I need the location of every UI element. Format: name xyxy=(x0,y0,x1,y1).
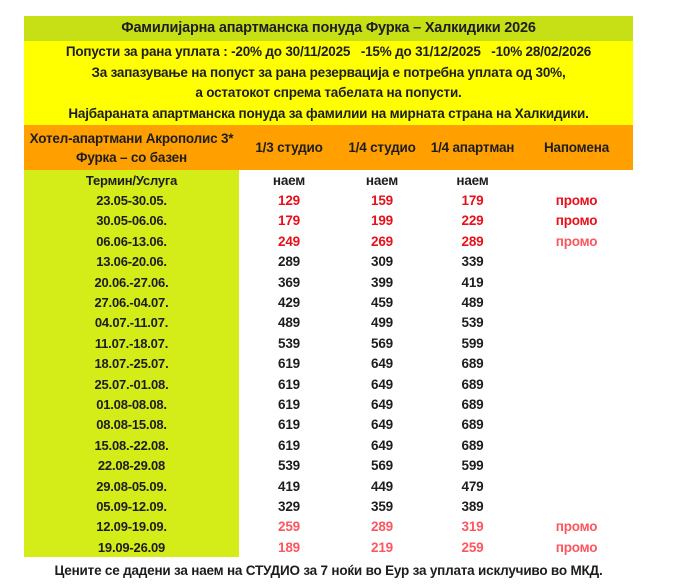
price-cell: 539 xyxy=(461,315,484,331)
term-cell: 19.09-26.09 xyxy=(24,537,239,557)
price-cell: 689 xyxy=(461,437,484,453)
term-cell: 20.06.-27.06. xyxy=(24,272,239,292)
price-cell: 189 xyxy=(278,539,300,555)
service-cell: наем xyxy=(456,172,489,188)
table-row xyxy=(24,374,633,394)
price-cell: 689 xyxy=(461,356,484,372)
service-row xyxy=(24,170,633,190)
price-cell: 399 xyxy=(371,274,393,290)
price-cell: 619 xyxy=(278,396,300,412)
price-cell: 179 xyxy=(461,193,484,209)
table-header-row xyxy=(24,125,633,170)
price-cell: 329 xyxy=(278,498,300,514)
price-cell: 199 xyxy=(371,213,393,229)
price-cell: 259 xyxy=(278,519,300,535)
price-cell: 569 xyxy=(371,458,393,474)
table-row xyxy=(24,272,633,292)
table-row xyxy=(24,435,633,455)
price-cell: 569 xyxy=(371,335,393,351)
price-cell: 369 xyxy=(278,274,300,290)
table-row xyxy=(24,517,633,537)
price-cell: 129 xyxy=(278,193,300,209)
table-row xyxy=(24,231,633,251)
term-cell: 25.07.-01.08. xyxy=(24,374,239,394)
column-header-studio-13: 1/3 студио xyxy=(255,140,323,155)
column-header-apartment-14: 1/4 апартман xyxy=(430,140,515,155)
table-row xyxy=(24,252,633,272)
price-table xyxy=(24,170,633,557)
note-cell: промо xyxy=(555,193,598,209)
term-cell: 12.09-19.09. xyxy=(24,517,239,537)
price-offer-page xyxy=(24,16,633,578)
discount-line-4: Најбараната апартманска понуда за фамилии на мирната страна на Халкидики. xyxy=(68,105,589,121)
discount-line-3: а остатокот спрема табелата на попусти. xyxy=(195,85,462,100)
price-cell: 689 xyxy=(461,396,484,412)
term-cell: 13.06-20.06. xyxy=(24,252,239,272)
term-cell: 15.08.-22.08. xyxy=(24,435,239,455)
term-cell: 22.08-29.08 xyxy=(24,455,239,475)
note-cell: промо xyxy=(555,519,598,535)
price-cell: 649 xyxy=(371,356,393,372)
hotel-name-line1: Хотел-апартмани Акрополис 3* xyxy=(29,130,234,146)
price-cell: 319 xyxy=(461,519,484,535)
table-row xyxy=(24,313,633,333)
price-cell: 499 xyxy=(371,315,393,331)
term-cell: 23.05-30.05. xyxy=(24,190,239,210)
note-cell: промо xyxy=(555,213,598,229)
column-header-note: Напомена xyxy=(543,140,610,155)
price-cell: 489 xyxy=(278,315,300,331)
price-cell: 159 xyxy=(371,193,393,209)
price-cell: 459 xyxy=(371,295,393,311)
price-cell: 289 xyxy=(461,233,484,249)
price-cell: 359 xyxy=(371,498,393,514)
price-cell: 649 xyxy=(371,417,393,433)
page-title: Фамилијарна апартманска понуда Фурка – Халкидики 2026 xyxy=(24,16,633,41)
footer-note: Цените се дадени за наем на СТУДИО за 7 ноќи во Еур за уплата исклучиво во МКД. xyxy=(54,563,603,579)
table-row xyxy=(24,211,633,231)
term-service-label: Термин/Услуга xyxy=(24,170,239,190)
term-cell: 11.07.-18.07. xyxy=(24,333,239,353)
price-cell: 219 xyxy=(371,539,393,555)
term-cell: 18.07.-25.07. xyxy=(24,354,239,374)
price-cell: 649 xyxy=(371,376,393,392)
price-cell: 179 xyxy=(278,213,300,229)
price-cell: 309 xyxy=(371,254,393,270)
table-row xyxy=(24,496,633,516)
hotel-name-line2: Фурка – со базен xyxy=(76,149,187,165)
table-row xyxy=(24,333,633,353)
table-row xyxy=(24,537,633,557)
price-cell: 449 xyxy=(371,478,393,494)
table-row xyxy=(24,354,633,374)
price-cell: 269 xyxy=(371,233,393,249)
discount-info-block xyxy=(24,41,633,125)
price-cell: 339 xyxy=(461,254,484,270)
price-cell: 489 xyxy=(461,295,484,311)
table-row xyxy=(24,476,633,496)
price-cell: 539 xyxy=(278,458,300,474)
price-cell: 649 xyxy=(371,437,393,453)
price-cell: 419 xyxy=(461,274,484,290)
price-cell: 689 xyxy=(461,376,484,392)
term-cell: 05.09-12.09. xyxy=(24,496,239,516)
price-cell: 649 xyxy=(371,396,393,412)
price-cell: 599 xyxy=(461,335,484,351)
price-cell: 599 xyxy=(461,458,484,474)
price-cell: 259 xyxy=(461,539,484,555)
service-cell: наем xyxy=(272,172,306,188)
price-cell: 389 xyxy=(461,498,484,514)
price-cell: 619 xyxy=(278,437,300,453)
term-cell: 27.06.-04.07. xyxy=(24,292,239,312)
note-cell: промо xyxy=(555,539,598,555)
table-row xyxy=(24,292,633,312)
note-cell: промо xyxy=(555,233,598,249)
discount-line-2: За запазување на попуст за рана резервација е потребна уплата од 30%, xyxy=(91,64,566,80)
term-cell: 01.08-08.08. xyxy=(24,394,239,414)
price-cell: 539 xyxy=(278,335,300,351)
price-cell: 249 xyxy=(278,233,300,249)
table-row xyxy=(24,415,633,435)
column-header-studio-14: 1/4 студио xyxy=(348,140,416,155)
hotel-name-cell xyxy=(24,129,239,167)
table-row xyxy=(24,190,633,210)
term-cell: 08.08-15.08. xyxy=(24,415,239,435)
price-cell: 289 xyxy=(371,519,393,535)
price-cell: 619 xyxy=(278,376,300,392)
price-cell: 229 xyxy=(461,213,484,229)
discount-line-1: Попусти за рана уплата : -20% до 30/11/2025 -15% до 31/12/2025 -10% 28/02/2026 xyxy=(65,44,592,59)
service-cell: наем xyxy=(365,172,399,188)
price-cell: 619 xyxy=(278,356,300,372)
term-cell: 29.08-05.09. xyxy=(24,476,239,496)
term-cell: 04.07.-11.07. xyxy=(24,313,239,333)
table-row xyxy=(24,455,633,475)
term-cell: 06.06-13.06. xyxy=(24,231,239,251)
term-cell: 30.05-06.06. xyxy=(24,211,239,231)
price-cell: 479 xyxy=(461,478,484,494)
table-row xyxy=(24,394,633,414)
price-cell: 689 xyxy=(461,417,484,433)
price-cell: 419 xyxy=(278,478,300,494)
price-cell: 289 xyxy=(278,254,300,270)
price-cell: 429 xyxy=(278,295,300,311)
price-cell: 619 xyxy=(278,417,300,433)
